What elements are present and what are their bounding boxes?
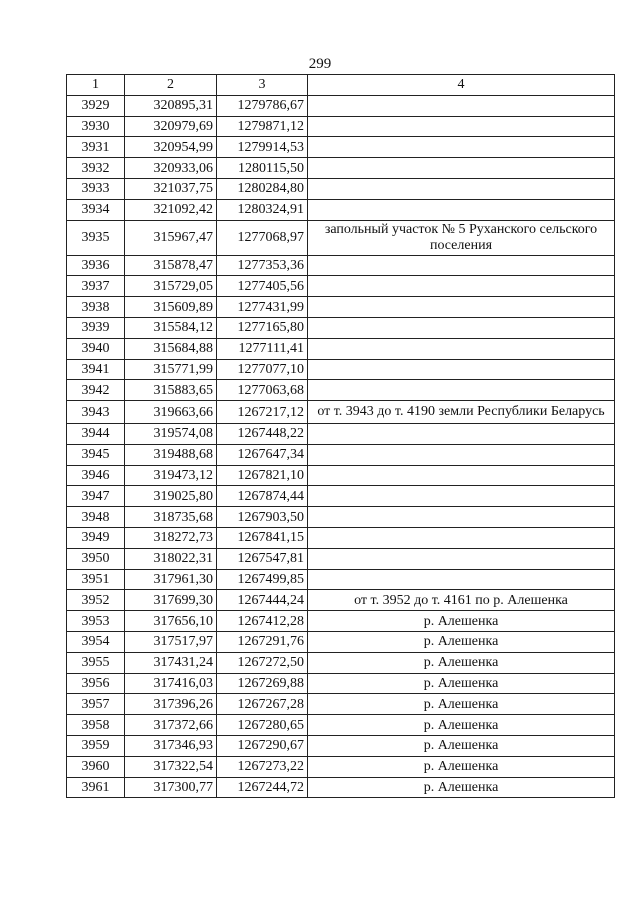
- x-coordinate-cell: 315684,88: [125, 338, 217, 359]
- description-cell: [308, 548, 615, 569]
- table-row: [67, 158, 615, 179]
- coordinates-table: [66, 74, 615, 798]
- x-coordinate-cell: 315609,89: [125, 297, 217, 318]
- table-row: [67, 276, 615, 297]
- y-coordinate-cell: 1280324,91: [217, 199, 308, 220]
- x-coordinate-cell: 321037,75: [125, 178, 217, 199]
- y-coordinate-cell: 1277431,99: [217, 297, 308, 318]
- x-coordinate-cell: 317346,93: [125, 735, 217, 756]
- x-coordinate-cell: 317699,30: [125, 590, 217, 611]
- description-cell: [308, 507, 615, 528]
- point-number-cell: 3929: [67, 95, 125, 116]
- point-number-cell: 3947: [67, 486, 125, 507]
- y-coordinate-cell: 1267547,81: [217, 548, 308, 569]
- point-number-cell: 3960: [67, 756, 125, 777]
- point-number-cell: 3950: [67, 548, 125, 569]
- x-coordinate-cell: 319025,80: [125, 486, 217, 507]
- table-row: [67, 116, 615, 137]
- point-number-cell: 3938: [67, 297, 125, 318]
- x-coordinate-cell: 317431,24: [125, 652, 217, 673]
- point-number-cell: 3941: [67, 359, 125, 380]
- x-coordinate-cell: 317300,77: [125, 777, 217, 798]
- description-cell: [308, 338, 615, 359]
- point-number-cell: 3939: [67, 317, 125, 338]
- table-header-row: [67, 75, 615, 96]
- table-row: [67, 611, 615, 632]
- description-cell: запольный участок № 5 Руханского сельского поселения: [308, 220, 615, 255]
- point-number-cell: 3935: [67, 220, 125, 255]
- x-coordinate-cell: 319574,08: [125, 423, 217, 444]
- x-coordinate-cell: 317961,30: [125, 569, 217, 590]
- description-cell: [308, 317, 615, 338]
- point-number-cell: 3953: [67, 611, 125, 632]
- table-row: [67, 548, 615, 569]
- table-row: [67, 444, 615, 465]
- x-coordinate-cell: 320954,99: [125, 137, 217, 158]
- description-cell: [308, 423, 615, 444]
- x-coordinate-cell: 321092,42: [125, 199, 217, 220]
- y-coordinate-cell: 1267290,67: [217, 735, 308, 756]
- x-coordinate-cell: 315883,65: [125, 380, 217, 401]
- x-coordinate-cell: 320895,31: [125, 95, 217, 116]
- x-coordinate-cell: 315967,47: [125, 220, 217, 255]
- table-row: [67, 631, 615, 652]
- table-row: [67, 465, 615, 486]
- y-coordinate-cell: 1280284,80: [217, 178, 308, 199]
- description-cell: [308, 569, 615, 590]
- point-number-cell: 3931: [67, 137, 125, 158]
- point-number-cell: 3952: [67, 590, 125, 611]
- point-number-cell: 3946: [67, 465, 125, 486]
- description-cell: [308, 359, 615, 380]
- y-coordinate-cell: 1267444,24: [217, 590, 308, 611]
- x-coordinate-cell: 317396,26: [125, 694, 217, 715]
- y-coordinate-cell: 1267273,22: [217, 756, 308, 777]
- y-coordinate-cell: 1267903,50: [217, 507, 308, 528]
- table-row: [67, 255, 615, 276]
- y-coordinate-cell: 1277063,68: [217, 380, 308, 401]
- y-coordinate-cell: 1277111,41: [217, 338, 308, 359]
- x-coordinate-cell: 315878,47: [125, 255, 217, 276]
- column-header-point-number: 1: [67, 75, 125, 96]
- description-cell: [308, 158, 615, 179]
- y-coordinate-cell: 1280115,50: [217, 158, 308, 179]
- x-coordinate-cell: 317416,03: [125, 673, 217, 694]
- point-number-cell: 3955: [67, 652, 125, 673]
- point-number-cell: 3951: [67, 569, 125, 590]
- table-row: [67, 507, 615, 528]
- table-row: [67, 569, 615, 590]
- description-cell: [308, 380, 615, 401]
- table-row: [67, 359, 615, 380]
- x-coordinate-cell: 317372,66: [125, 715, 217, 736]
- x-coordinate-cell: 317322,54: [125, 756, 217, 777]
- x-coordinate-cell: 317656,10: [125, 611, 217, 632]
- table-row: [67, 220, 615, 255]
- description-cell: [308, 527, 615, 548]
- x-coordinate-cell: 319488,68: [125, 444, 217, 465]
- y-coordinate-cell: 1267269,88: [217, 673, 308, 694]
- point-number-cell: 3949: [67, 527, 125, 548]
- y-coordinate-cell: 1267244,72: [217, 777, 308, 798]
- x-coordinate-cell: 319663,66: [125, 401, 217, 424]
- point-number-cell: 3945: [67, 444, 125, 465]
- x-coordinate-cell: 318735,68: [125, 507, 217, 528]
- x-coordinate-cell: 320979,69: [125, 116, 217, 137]
- y-coordinate-cell: 1267448,22: [217, 423, 308, 444]
- x-coordinate-cell: 318272,73: [125, 527, 217, 548]
- description-cell: [308, 116, 615, 137]
- table-row: [67, 694, 615, 715]
- point-number-cell: 3933: [67, 178, 125, 199]
- y-coordinate-cell: 1267280,65: [217, 715, 308, 736]
- table-row: [67, 756, 615, 777]
- description-cell: от т. 3952 до т. 4161 по р. Алешенка: [308, 590, 615, 611]
- description-cell: р. Алешенка: [308, 756, 615, 777]
- point-number-cell: 3959: [67, 735, 125, 756]
- table-row: [67, 735, 615, 756]
- description-cell: [308, 199, 615, 220]
- table-row: [67, 95, 615, 116]
- point-number-cell: 3943: [67, 401, 125, 424]
- y-coordinate-cell: 1267874,44: [217, 486, 308, 507]
- point-number-cell: 3948: [67, 507, 125, 528]
- x-coordinate-cell: 315771,99: [125, 359, 217, 380]
- page-number: 299: [308, 56, 332, 72]
- point-number-cell: 3944: [67, 423, 125, 444]
- table-row: [67, 380, 615, 401]
- y-coordinate-cell: 1267647,34: [217, 444, 308, 465]
- x-coordinate-cell: 315729,05: [125, 276, 217, 297]
- point-number-cell: 3934: [67, 199, 125, 220]
- description-cell: [308, 178, 615, 199]
- description-cell: р. Алешенка: [308, 694, 615, 715]
- y-coordinate-cell: 1277077,10: [217, 359, 308, 380]
- point-number-cell: 3942: [67, 380, 125, 401]
- description-cell: р. Алешенка: [308, 777, 615, 798]
- column-header-description: 4: [308, 75, 615, 96]
- table-row: [67, 715, 615, 736]
- description-cell: [308, 95, 615, 116]
- column-header-y-coordinate: 3: [217, 75, 308, 96]
- description-cell: р. Алешенка: [308, 652, 615, 673]
- description-cell: р. Алешенка: [308, 715, 615, 736]
- point-number-cell: 3961: [67, 777, 125, 798]
- description-cell: [308, 486, 615, 507]
- column-header-x-coordinate: 2: [125, 75, 217, 96]
- description-cell: р. Алешенка: [308, 673, 615, 694]
- description-cell: р. Алешенка: [308, 735, 615, 756]
- y-coordinate-cell: 1267499,85: [217, 569, 308, 590]
- table-row: [67, 673, 615, 694]
- description-cell: [308, 444, 615, 465]
- table-row: [67, 297, 615, 318]
- point-number-cell: 3930: [67, 116, 125, 137]
- y-coordinate-cell: 1267267,28: [217, 694, 308, 715]
- point-number-cell: 3936: [67, 255, 125, 276]
- x-coordinate-cell: 317517,97: [125, 631, 217, 652]
- table-row: [67, 423, 615, 444]
- y-coordinate-cell: 1277165,80: [217, 317, 308, 338]
- y-coordinate-cell: 1267291,76: [217, 631, 308, 652]
- point-number-cell: 3957: [67, 694, 125, 715]
- description-cell: [308, 465, 615, 486]
- point-number-cell: 3932: [67, 158, 125, 179]
- description-cell: [308, 255, 615, 276]
- point-number-cell: 3954: [67, 631, 125, 652]
- x-coordinate-cell: 320933,06: [125, 158, 217, 179]
- y-coordinate-cell: 1277353,36: [217, 255, 308, 276]
- table-row: [67, 590, 615, 611]
- description-cell: [308, 297, 615, 318]
- y-coordinate-cell: 1267412,28: [217, 611, 308, 632]
- table-row: [67, 777, 615, 798]
- table-row: [67, 178, 615, 199]
- x-coordinate-cell: 318022,31: [125, 548, 217, 569]
- point-number-cell: 3958: [67, 715, 125, 736]
- table-row: [67, 401, 615, 424]
- table-row: [67, 137, 615, 158]
- y-coordinate-cell: 1267841,15: [217, 527, 308, 548]
- y-coordinate-cell: 1267217,12: [217, 401, 308, 424]
- y-coordinate-cell: 1279786,67: [217, 95, 308, 116]
- y-coordinate-cell: 1267272,50: [217, 652, 308, 673]
- table-row: [67, 317, 615, 338]
- y-coordinate-cell: 1279871,12: [217, 116, 308, 137]
- description-cell: р. Алешенка: [308, 611, 615, 632]
- description-cell: [308, 276, 615, 297]
- table-row: [67, 652, 615, 673]
- point-number-cell: 3940: [67, 338, 125, 359]
- y-coordinate-cell: 1267821,10: [217, 465, 308, 486]
- table-row: [67, 527, 615, 548]
- table-row: [67, 199, 615, 220]
- table-body: [67, 95, 615, 798]
- y-coordinate-cell: 1277068,97: [217, 220, 308, 255]
- description-cell: [308, 137, 615, 158]
- x-coordinate-cell: 319473,12: [125, 465, 217, 486]
- description-cell: от т. 3943 до т. 4190 земли Республики Беларусь: [308, 401, 615, 424]
- x-coordinate-cell: 315584,12: [125, 317, 217, 338]
- y-coordinate-cell: 1279914,53: [217, 137, 308, 158]
- point-number-cell: 3937: [67, 276, 125, 297]
- description-cell: р. Алешенка: [308, 631, 615, 652]
- table-row: [67, 486, 615, 507]
- y-coordinate-cell: 1277405,56: [217, 276, 308, 297]
- table-row: [67, 338, 615, 359]
- point-number-cell: 3956: [67, 673, 125, 694]
